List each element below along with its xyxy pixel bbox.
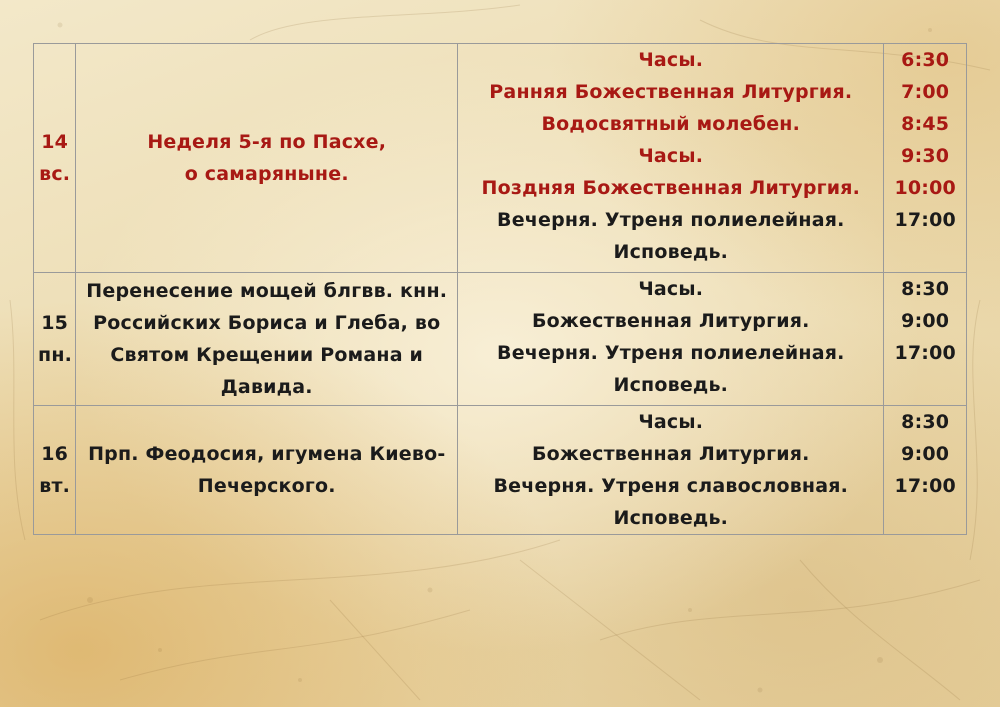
service-item: Вечерня. Утреня полиелейная. [497, 342, 845, 364]
date-cell [34, 273, 76, 406]
weekday-label: вт. [39, 475, 71, 497]
service-item: Божественная Литургия. [532, 443, 810, 465]
service-item: Божественная Литургия. [532, 310, 810, 332]
day-number: 16 [41, 443, 69, 465]
service-item: Водосвятный молебен. [541, 113, 801, 135]
feast-cell [76, 273, 458, 406]
schedule-row [34, 273, 967, 406]
service-item: Вечерня. Утреня славословная. [493, 475, 849, 497]
services-cell [458, 406, 884, 535]
times-cell [884, 44, 967, 273]
feast-line: Давида. [220, 376, 313, 398]
service-time: 17:00 [894, 342, 956, 364]
service-item: Часы. [638, 278, 704, 300]
feast-cell [76, 406, 458, 535]
service-time: 17:00 [894, 475, 956, 497]
service-item: Часы. [638, 49, 704, 71]
feast-cell [76, 44, 458, 273]
schedule-body [34, 44, 967, 535]
day-number: 14 [41, 131, 69, 153]
feast-line: Печерского. [197, 475, 336, 497]
service-time: 8:30 [901, 411, 950, 433]
weekday-label: вс. [39, 163, 71, 185]
date-cell [34, 406, 76, 535]
feast-line: Прп. Феодосия, игумена Киево- [88, 443, 446, 465]
services-cell [458, 273, 884, 406]
services-cell [458, 44, 884, 273]
service-time: 8:30 [901, 278, 950, 300]
service-time: 8:45 [901, 113, 950, 135]
service-item: Часы. [638, 411, 704, 433]
service-schedule-table [33, 43, 967, 535]
service-time: 9:00 [901, 443, 950, 465]
feast-line: Неделя 5-я по Пасхе, [147, 131, 387, 153]
service-item: Часы. [638, 145, 704, 167]
service-item: Исповедь. [613, 507, 729, 529]
date-cell [34, 44, 76, 273]
feast-line: Перенесение мощей блгвв. кнн. [86, 280, 448, 302]
feast-line: Российских Бориса и Глеба, во [93, 312, 441, 334]
feast-line: Святом Крещении Романа и [110, 344, 424, 366]
schedule-row [34, 406, 967, 535]
times-cell [884, 406, 967, 535]
service-time: 6:30 [901, 49, 950, 71]
service-item: Исповедь. [613, 374, 729, 396]
service-item: Поздняя Божественная Литургия. [481, 177, 861, 199]
day-number: 15 [41, 312, 69, 334]
weekday-label: пн. [38, 344, 73, 366]
service-time: 9:00 [901, 310, 950, 332]
service-time: 10:00 [894, 177, 956, 199]
times-cell [884, 273, 967, 406]
service-item: Вечерня. Утреня полиелейная. [497, 209, 845, 231]
schedule-row [34, 44, 967, 273]
service-time: 17:00 [894, 209, 956, 231]
service-time: 9:30 [901, 145, 950, 167]
service-time: 7:00 [901, 81, 950, 103]
service-item: Ранняя Божественная Литургия. [489, 81, 853, 103]
feast-line: о самаряныне. [184, 163, 349, 185]
service-item: Исповедь. [613, 241, 729, 263]
